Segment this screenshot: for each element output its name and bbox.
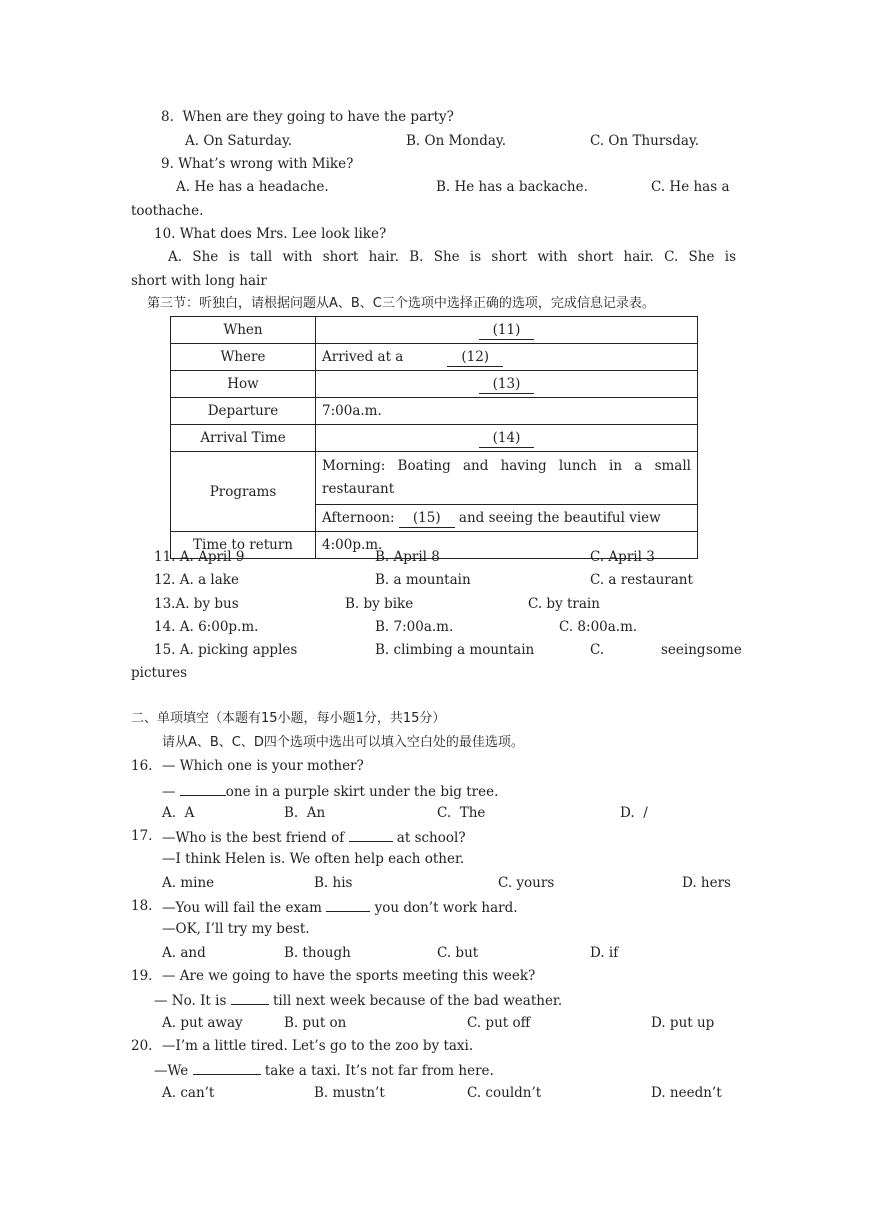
q16-line2 [162,781,498,801]
q15-option-c-word1: seeing [661,642,706,658]
q14-option-a: 14. A. 6:00p.m. [154,619,259,635]
q17-line1 [162,827,466,847]
table-row-where [171,344,698,371]
table-row-how [171,371,698,398]
q16-blank [180,781,226,796]
q19-line2-start: — No. It is [154,993,231,1009]
q8-option-b: B. On Monday. [406,133,507,149]
q9-option-a: A. He has a headache. [176,179,329,195]
q20-option-d: D. needn’t [651,1085,722,1101]
q16-line1: — Which one is your mother? [162,758,364,774]
q13-option-c: C. by train [528,596,600,612]
arrival-label: Arrival Time [171,425,316,452]
q17-option-c: C. yours [498,875,555,891]
q17-option-a: A. mine [162,875,215,891]
q20-line1: —I’m a little tired. Let’s go to the zoo by taxi. [162,1038,474,1054]
q18-option-b: B. though [284,945,351,961]
q16-number: 16. [131,758,153,774]
q16-option-d: D. / [620,805,648,821]
q17-number: 17. [131,828,153,844]
programs-morning: Morning: Boating and having lunch in a small restaurant [316,452,698,505]
q9-option-c-continued: toothache. [131,203,204,219]
part2-title: 二、单项填空（本题有15小题，每小题1分，共15分） [131,711,446,726]
q11-option-b: B. April 8 [375,549,440,565]
when-cell [316,317,698,344]
q17-blank [349,827,393,842]
q13-option-b: B. by bike [345,596,414,612]
q19-option-d: D. put up [651,1015,715,1031]
q12-option-a: 12. A. a lake [154,572,239,588]
how-cell [316,371,698,398]
q19-blank [231,990,269,1005]
programs-afternoon [316,505,698,532]
q15-option-c-word2: some [706,642,742,658]
table-row-departure [171,398,698,425]
q20-option-a: A. can’t [162,1085,215,1101]
q18-number: 18. [131,898,153,914]
q20-line2-start: —We [154,1063,193,1079]
arrival-cell [316,425,698,452]
q17-line1-end: at school? [392,830,466,846]
q18-blank [326,897,370,912]
q8-stem: 8. When are they going to have the party? [161,109,454,125]
part2-instruction: 请从A、B、C、D四个选项中选出可以填入空白处的最佳选项。 [162,735,524,750]
q15-option-b: B. climbing a mountain [375,642,535,658]
departure-label: Departure [171,398,316,425]
programs-label: Programs [171,452,316,532]
blank-12: (12) [447,349,503,367]
q19-option-c: C. put off [467,1015,531,1031]
departure-value: 7:00a.m. [316,398,698,425]
table-row-when [171,317,698,344]
return-value: 4:00p.m. [316,532,698,559]
q8-option-c: C. On Thursday. [590,133,700,149]
where-prefix: Arrived at a [322,349,404,365]
q17-option-b: B. his [314,875,353,891]
q17-line2: —I think Helen is. We often help each other. [162,851,465,867]
when-label: When [171,317,316,344]
q9-stem: 9. What’s wrong with Mike? [161,156,354,172]
blank-11: (11) [479,322,535,340]
blank-15: (15) [399,510,455,528]
afternoon-suffix: and seeing the beautiful view [458,510,661,526]
table-row-arrival [171,425,698,452]
q14-option-c: C. 8:00a.m. [559,619,638,635]
q16-option-c: C. The [437,805,486,821]
table-row-programs-morning [171,452,698,505]
q18-line1-end: you don’t work hard. [370,900,518,916]
q10-stem: 10. What does Mrs. Lee look like? [154,226,387,242]
q20-blank [193,1060,261,1075]
q20-option-c: C. couldn’t [467,1085,542,1101]
q14-option-b: B. 7:00a.m. [375,619,454,635]
q12-option-b: B. a mountain [375,572,471,588]
blank-13: (13) [479,376,535,394]
q12-option-c: C. a restaurant [590,572,693,588]
q11-option-c: C. April 3 [590,549,655,565]
q20-number: 20. [131,1038,153,1054]
q19-line2-end: till next week because of the bad weather. [268,993,563,1009]
q18-option-c: C. but [437,945,479,961]
q15-option-c-continued: pictures [131,665,188,681]
q10-options-line1: A. She is tall with short hair. B. She is short with short hair. C. She is [168,249,736,265]
section3-instruction: 第三节：听独白，请根据问题从A、B、C三个选项中选择正确的选项，完成信息记录表。 [147,296,655,311]
where-label: Where [171,344,316,371]
q19-line2 [154,990,562,1010]
q10-options-line2: short with long hair [131,273,267,289]
q18-line1 [162,897,518,917]
q18-option-a: A. and [162,945,206,961]
where-cell [316,344,698,371]
how-label: How [171,371,316,398]
blank-14: (14) [479,430,535,448]
q20-line2-end: take a taxi. It’s not far from here. [260,1063,494,1079]
q20-option-b: B. mustn’t [314,1085,385,1101]
q13-option-a: 13.A. by bus [154,596,239,612]
q15-option-c-label: C. [590,642,605,658]
q16-option-a: A. A [162,805,195,821]
q20-line2 [154,1060,494,1080]
info-record-table [170,316,698,559]
q8-option-a: A. On Saturday. [185,133,293,149]
q11-option-a: 11. A. April 9 [154,549,245,565]
afternoon-prefix: Afternoon: [322,510,395,526]
q18-option-d: D. if [590,945,619,961]
q19-option-b: B. put on [284,1015,347,1031]
q19-option-a: A. put away [162,1015,243,1031]
q16-dash: — [162,784,180,800]
q17-line1-start: —Who is the best friend of [162,830,349,846]
q18-line1-start: —You will fail the exam [162,900,327,916]
q15-option-a: 15. A. picking apples [154,642,298,658]
q9-option-b: B. He has a backache. [436,179,588,195]
q9-option-c: C. He has a [651,179,730,195]
q19-number: 19. [131,968,153,984]
q19-line1: — Are we going to have the sports meeting this week? [162,968,536,984]
q16-line2-rest: one in a purple skirt under the big tree. [225,784,499,800]
q18-line2: —OK, I’ll try my best. [162,921,310,937]
q17-option-d: D. hers [682,875,731,891]
q16-option-b: B. An [284,805,326,821]
return-label: Time to return [171,532,316,559]
